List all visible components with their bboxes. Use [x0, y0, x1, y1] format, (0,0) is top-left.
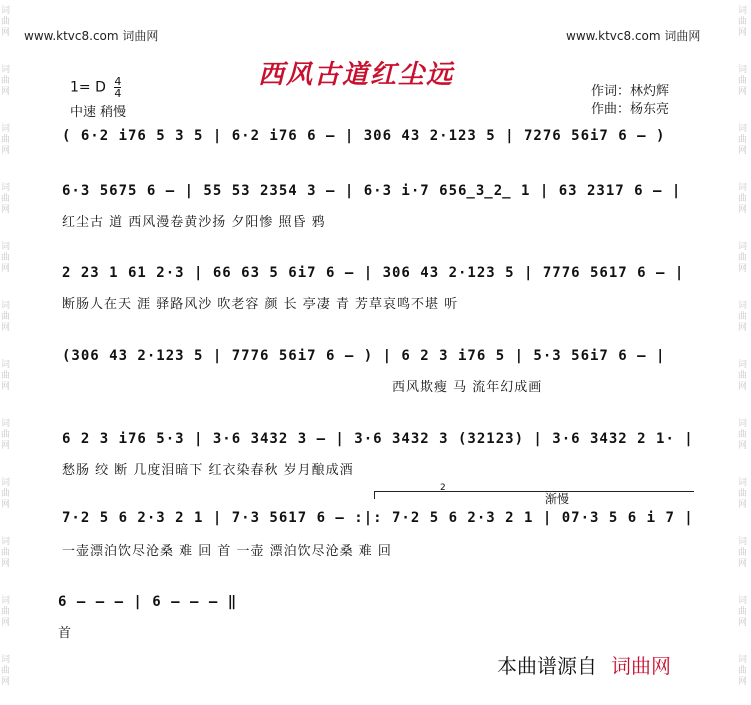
watermark-glyph: 词 — [738, 6, 748, 16]
watermark-glyph: 网 — [738, 500, 748, 510]
watermark-glyph: 网 — [738, 441, 748, 451]
tempo-change-marking: 渐慢 — [545, 492, 570, 506]
watermark-glyph: 网 — [738, 382, 748, 392]
watermark-glyph: 词 — [1, 419, 11, 429]
watermark-glyph: 曲 — [1, 666, 11, 676]
song-title: 西风古道红尘远 — [258, 60, 455, 90]
watermark-glyph: 曲 — [738, 489, 748, 499]
watermark-glyph: 曲 — [1, 76, 11, 86]
watermark-glyph: 曲 — [1, 312, 11, 322]
watermark-glyph: 词 — [738, 183, 748, 193]
score-line-5-lyrics: 愁肠 绞 断 几度泪暗下 红衣染春秋 岁月酿成酒 — [62, 463, 354, 478]
watermark-glyph: 网 — [1, 323, 11, 333]
watermark-glyph: 曲 — [738, 430, 748, 440]
watermark-glyph: 曲 — [1, 371, 11, 381]
tempo-marking: 中速 稍慢 — [70, 105, 127, 120]
watermark-glyph: 词 — [1, 65, 11, 75]
volta-number: 2 — [440, 483, 446, 493]
watermark-glyph: 曲 — [738, 371, 748, 381]
watermark-glyph: 网 — [1, 677, 11, 687]
watermark-glyph: 网 — [1, 264, 11, 274]
watermark-glyph: 曲 — [738, 607, 748, 617]
watermark-glyph: 网 — [738, 28, 748, 38]
watermark-glyph: 网 — [738, 677, 748, 687]
watermark-glyph: 曲 — [738, 312, 748, 322]
watermark-glyph: 词 — [738, 655, 748, 665]
watermark-glyph: 网 — [738, 323, 748, 333]
watermark-glyph: 词 — [738, 537, 748, 547]
watermark-glyph: 词 — [1, 537, 11, 547]
key-prefix: 1= D — [70, 79, 106, 96]
watermark-glyph: 词 — [738, 360, 748, 370]
watermark-glyph: 词 — [1, 242, 11, 252]
watermark-glyph: 词 — [1, 360, 11, 370]
watermark-glyph: 网 — [1, 28, 11, 38]
watermark-glyph: 曲 — [1, 253, 11, 263]
source-label: 本曲谱源自 — [497, 654, 597, 678]
right-watermark-strip — [737, 0, 751, 705]
watermark-glyph: 词 — [1, 478, 11, 488]
watermark-glyph: 网 — [1, 559, 11, 569]
score-line-3-lyrics: 断肠人在天 涯 驿路风沙 吹老容 颜 长 亭凄 青 芳草哀鸣不堪 听 — [62, 297, 459, 312]
watermark-glyph: 曲 — [1, 548, 11, 558]
watermark-glyph: 曲 — [738, 17, 748, 27]
watermark-glyph: 曲 — [1, 607, 11, 617]
lyricist: 作词：林灼辉 — [591, 84, 670, 99]
site-url-left: www.ktvc8.com 词曲网 — [24, 29, 159, 43]
watermark-glyph: 曲 — [1, 135, 11, 145]
left-watermark-strip — [0, 0, 14, 705]
watermark-glyph: 曲 — [738, 76, 748, 86]
time-top: 4 — [114, 75, 122, 88]
watermark-glyph: 曲 — [738, 548, 748, 558]
watermark-glyph: 曲 — [1, 194, 11, 204]
watermark-glyph: 网 — [1, 618, 11, 628]
score-line-1-notes: ( 6·2 i76 5 3 5 | 6·2 i76 6 – | 306 43 2·123 5 | 7276 56i7 6 – ) — [62, 128, 666, 144]
watermark-glyph: 曲 — [1, 489, 11, 499]
watermark-glyph: 词 — [1, 183, 11, 193]
score-line-6-lyrics: 一壶漂泊饮尽沧桑 难 回 首 一壶 漂泊饮尽沧桑 难 回 — [62, 544, 392, 559]
watermark-glyph: 网 — [1, 87, 11, 97]
watermark-glyph: 词 — [738, 301, 748, 311]
time-signature — [114, 76, 121, 99]
watermark-glyph: 网 — [1, 146, 11, 156]
score-line-7-notes: 6 – – – | 6 – – – ‖ — [58, 594, 238, 610]
watermark-glyph: 词 — [738, 596, 748, 606]
site-url-right: www.ktvc8.com 词曲网 — [566, 29, 701, 43]
watermark-glyph: 网 — [1, 441, 11, 451]
score-line-7-lyrics: 首 — [58, 626, 73, 641]
watermark-glyph: 词 — [1, 6, 11, 16]
score-line-2-notes: 6·3 5675 6 – | 55 53 2354 3 – | 6·3 i·7 656̲3̲2̲ 1 | 63 2317 6 – | — [62, 183, 682, 199]
composer: 作曲：杨东亮 — [591, 102, 670, 117]
key-signature — [70, 76, 121, 99]
watermark-glyph: 网 — [738, 618, 748, 628]
score-line-4-lyrics: 西风欺瘦 马 流年幻成画 — [392, 380, 543, 395]
score-line-6-notes: 7·2 5 6 2·3 2 1 | 7·3 5617 6 – :|: 7·2 5 6 2·3 2 1 | 07·3 5 6 i 7 | — [62, 510, 694, 526]
watermark-glyph: 曲 — [738, 666, 748, 676]
watermark-glyph: 词 — [738, 242, 748, 252]
volta-bracket-edge — [374, 491, 375, 499]
watermark-glyph: 网 — [738, 87, 748, 97]
score-line-2-lyrics: 红尘古 道 西风漫卷黄沙扬 夕阳惨 照昏 鸦 — [62, 215, 326, 230]
watermark-glyph: 网 — [738, 264, 748, 274]
watermark-glyph: 词 — [1, 301, 11, 311]
source-brand: 词曲网 — [611, 654, 671, 678]
watermark-glyph: 词 — [1, 124, 11, 134]
watermark-glyph: 网 — [738, 559, 748, 569]
score-line-5-notes: 6 2 3 i76 5·3 | 3·6 3432 3 – | 3·6 3432 3 (32123) | 3·6 3432 2 1· | — [62, 431, 694, 447]
watermark-glyph: 曲 — [1, 430, 11, 440]
watermark-glyph: 曲 — [738, 194, 748, 204]
watermark-glyph: 网 — [1, 382, 11, 392]
watermark-glyph: 曲 — [1, 17, 11, 27]
watermark-glyph: 词 — [738, 124, 748, 134]
watermark-glyph: 词 — [1, 596, 11, 606]
watermark-glyph: 词 — [738, 419, 748, 429]
watermark-glyph: 网 — [738, 146, 748, 156]
time-bottom: 4 — [114, 87, 122, 100]
source-credit — [497, 650, 671, 679]
watermark-glyph: 词 — [738, 478, 748, 488]
watermark-glyph: 网 — [1, 500, 11, 510]
score-line-3-notes: 2 23 1 61 2·3 | 66 63 5 6i7 6 – | 306 43 2·123 5 | 7776 5617 6 – | — [62, 265, 685, 281]
watermark-glyph: 网 — [738, 205, 748, 215]
watermark-glyph: 词 — [738, 65, 748, 75]
watermark-glyph: 网 — [1, 205, 11, 215]
score-line-4-notes: (306 43 2·123 5 | 7776 56i7 6 – ) | 6 2 3 i76 5 | 5·3 56i7 6 – | — [62, 348, 666, 364]
volta-bracket — [374, 491, 694, 492]
watermark-glyph: 词 — [1, 655, 11, 665]
watermark-glyph: 曲 — [738, 135, 748, 145]
watermark-glyph: 曲 — [738, 253, 748, 263]
